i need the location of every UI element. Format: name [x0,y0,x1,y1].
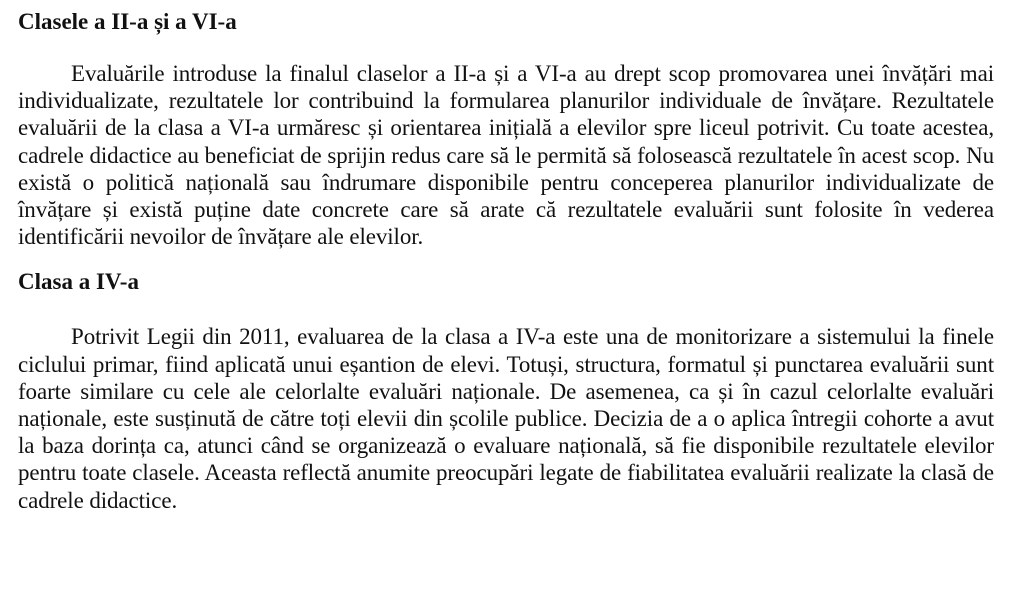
section-heading-grade-4: Clasa a IV-a [18,269,139,295]
section-paragraph-grades-2-6: Evaluările introduse la finalul claselor a II-a și a VI-a au drept scop promovarea unei învățări mai individualizate, rezultatele lor contribuind la formularea planurilor individuale de învățare. Rezultatele evaluării de la clasa a VI-a urmăresc și orientarea inițială a elevilor spre liceul potrivit. Cu toate acestea, cadrele didactice au beneficiat de sprijin redus care să le permită să folosească rezultatele în acest scop. Nu există o politică națională sau îndrumare disponibile pentru conceperea planurilor individualizate de învățare și există puține date concrete care să arate că rezultatele evaluării sunt folosite în vederea identificării nevoilor de învățare ale elevilor. [18,61,994,250]
document-page [18,0,994,514]
section-heading-grades-2-6: Clasele a II-a și a VI-a [18,9,237,34]
section-paragraph-grade-4: Potrivit Legii din 2011, evaluarea de la clasa a IV-a este una de monitorizare a sistemului la finele ciclului primar, fiind aplicată unui eșantion de elevi. Totuși, structura, formatul și punctarea evaluării sunt foarte similare cu cele ale celorlalte evaluări naționale. De asemenea, ca și în cazul celorlalte evaluări naționale, este susținută de către toți elevii din școlile publice. Decizia de a o aplica întregii cohorte a avut la baza dorința ca, atunci când se organizează o evaluare națională, să fie disponibile rezultatele elevilor pentru toate clasele. Aceasta reflectă anumite preocupări legate de fiabilitatea evaluării realizate la clasă de cadrele didactice. [18,324,994,513]
